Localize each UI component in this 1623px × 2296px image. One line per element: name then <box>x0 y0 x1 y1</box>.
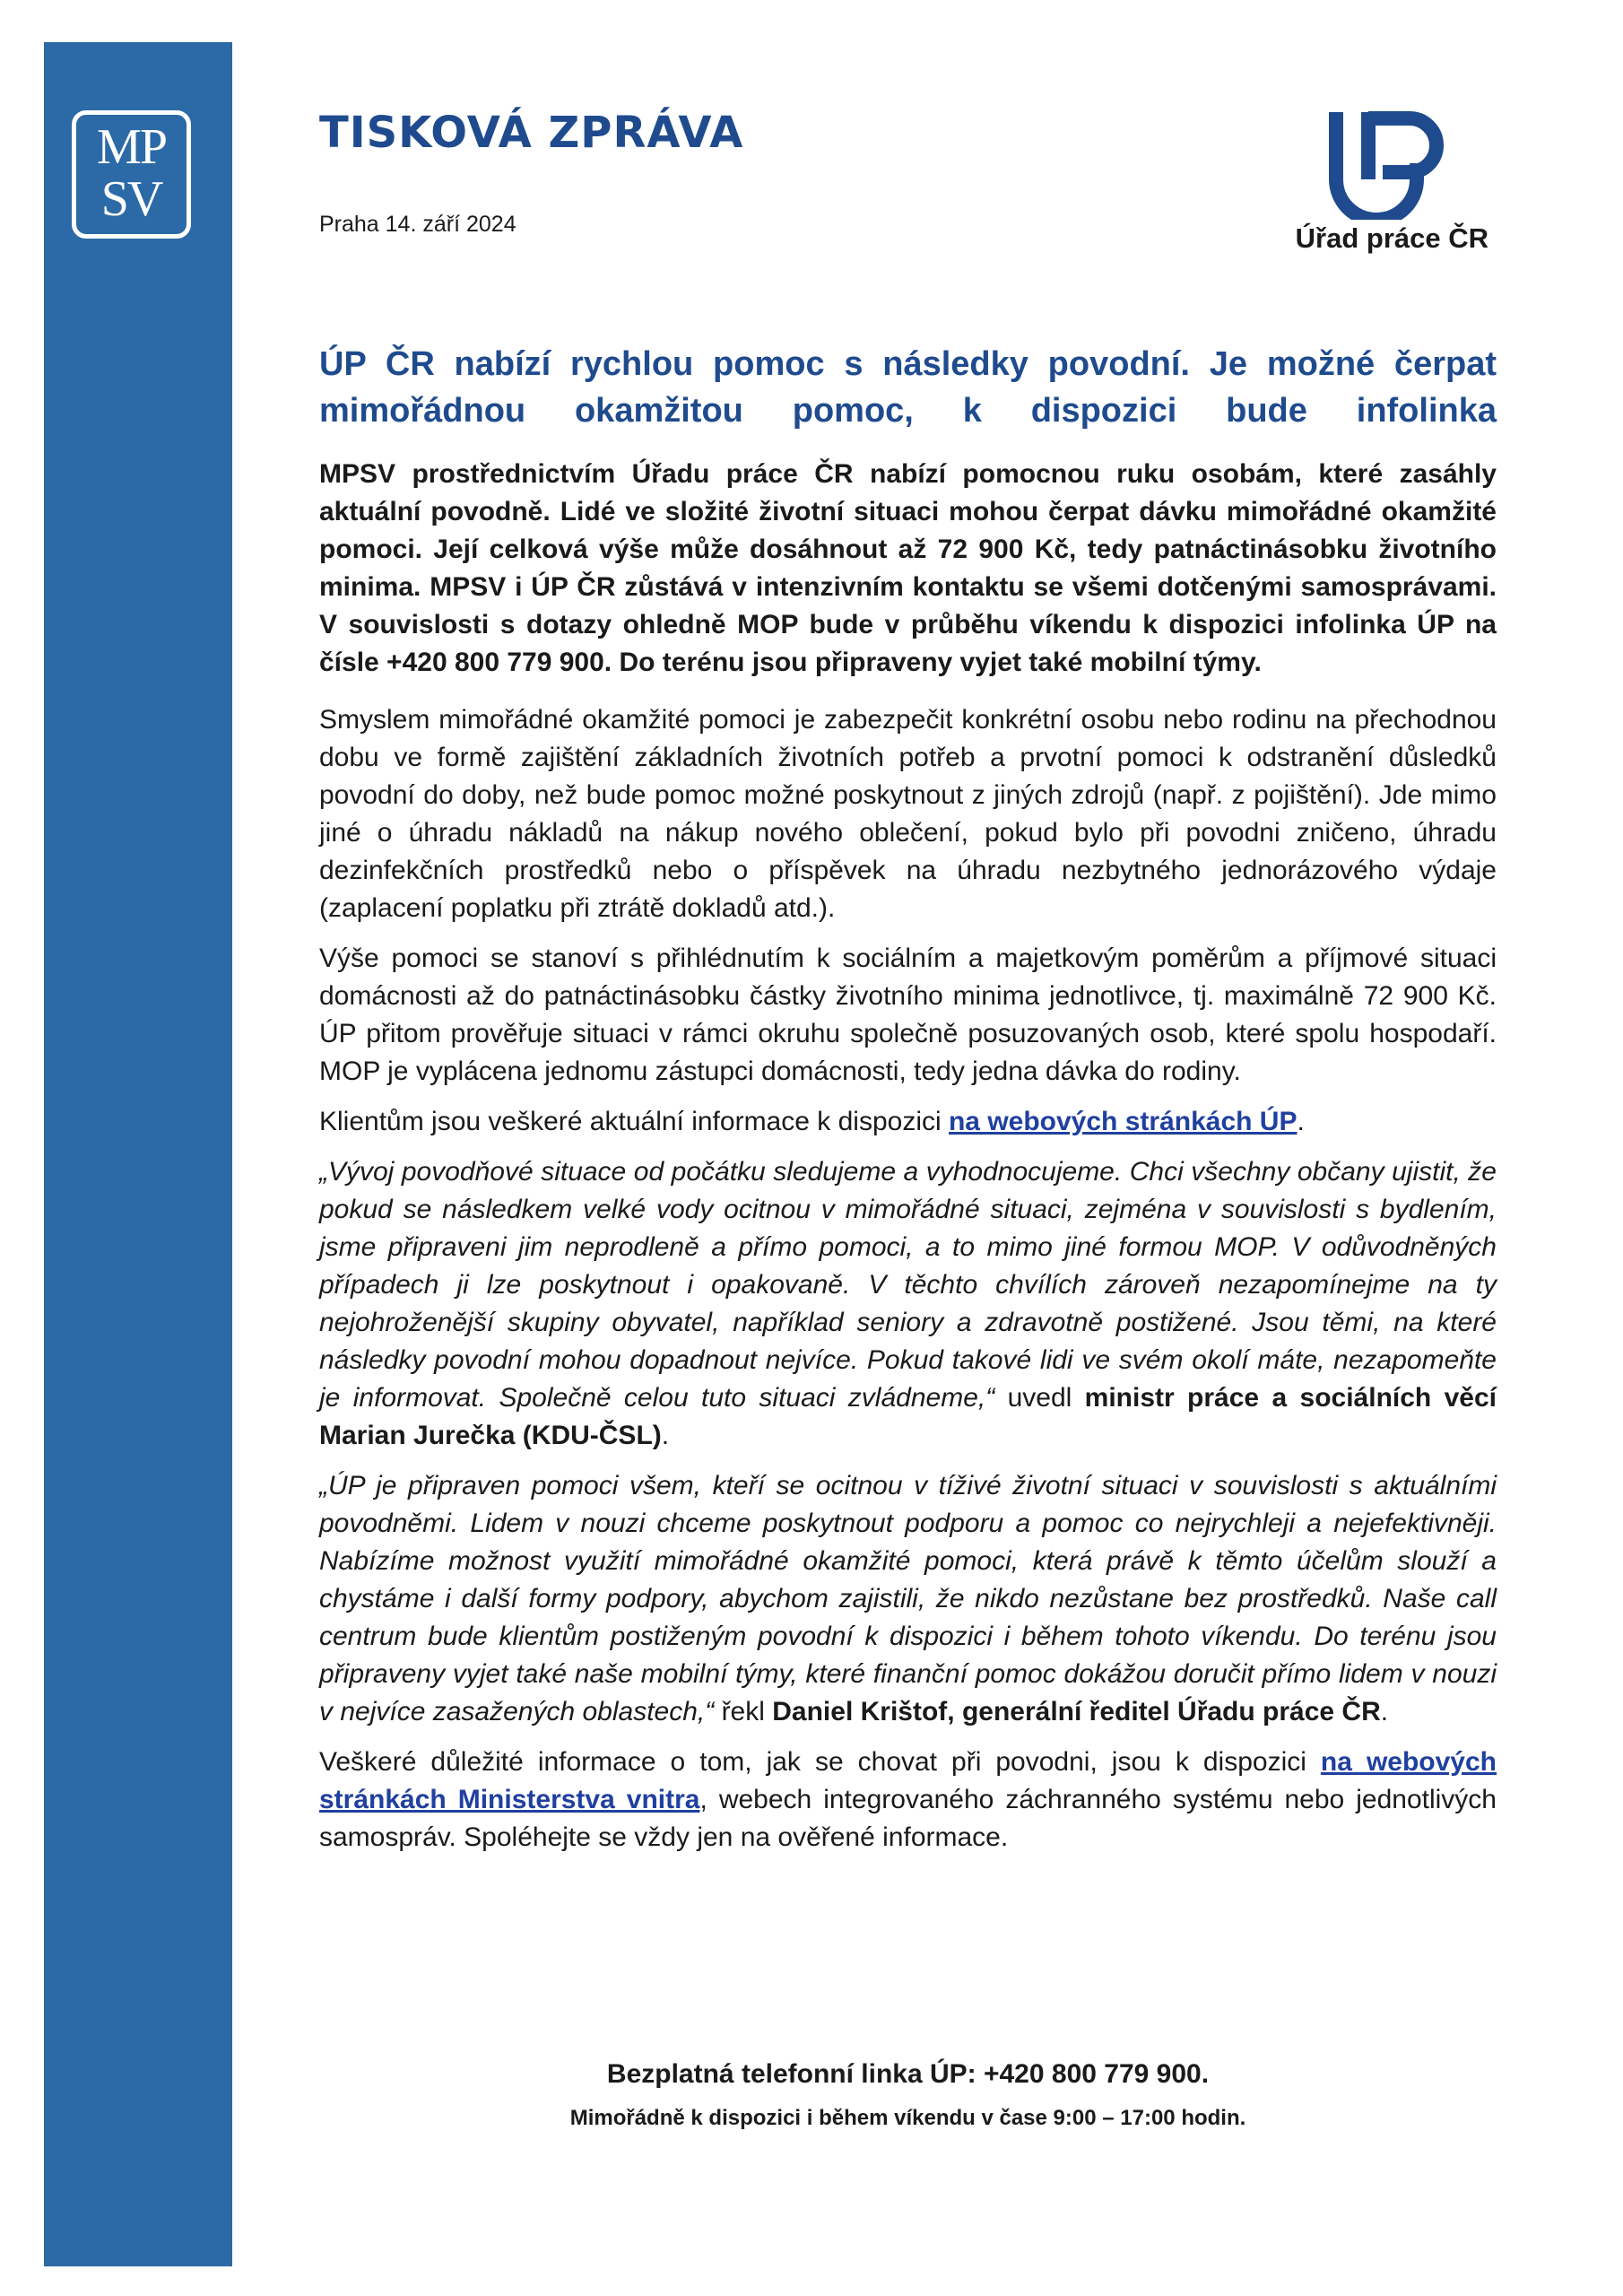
quote-minister <box>319 1153 1497 1455</box>
mpsv-logo-line2: SV <box>100 171 162 227</box>
final-end: , webech integrovaného záchranného systému nebo jednotlivých samospráv. Spoléhejte se vždy jen na ověřené informace. <box>319 1785 1497 1852</box>
quote-text: „Vývoj povodňové situace od počátku sledujeme a vyhodnocujeme. Chci všechny občany ujistit, že pokud se následkem velké vody ocitnou v mimořádné situaci, zejména v souvislosti s bydlením, jsme připraveni jim neprodleně a přímo pomoci, a to mimo jiné formou MOP. V odůvodněných případech ji lze poskytnout i opakovaně. V těchto chvílích zároveň nezapomínejme na ty nejohroženější skupiny obyvatel, například seniory a zdravotně postižené. Jsou těmi, na které následky povodní mohou dopadnout nejvíce. Pokud takové lidi ve svém okolí máte, nezapomeňte je informovat. Společně celou tuto situaci zvládneme,“ <box>319 1157 1497 1413</box>
mpsv-logo-line1: MP <box>97 119 166 175</box>
quote-verb: řekl <box>714 1697 773 1726</box>
sidebar-band <box>44 42 232 2266</box>
quote-end: . <box>1380 1697 1389 1726</box>
up-logo-icon <box>1327 108 1453 220</box>
headline: ÚP ČR nabízí rychlou pomoc s následky povodní. Je možné čerpat mimořádnou okamžitou pomoc, k dispozici bude infolinka <box>319 345 1497 430</box>
info-end: . <box>1297 1107 1305 1136</box>
info-paragraph <box>319 1103 1497 1141</box>
footer <box>319 2059 1497 2131</box>
quote-speaker: ministr práce a sociálních věcí Marian Jurečka (KDU-ČSL) <box>319 1383 1497 1450</box>
quote-speaker: Daniel Krištof, generální ředitel Úřadu práce ČR <box>772 1697 1381 1726</box>
quote-director <box>319 1467 1497 1731</box>
up-website-link[interactable]: na webových stránkách ÚP <box>948 1107 1298 1136</box>
paragraph: Výše pomoci se stanoví s přihlédnutím k sociálním a majetkovým poměrům a příjmové situaci domácnosti až do patnáctinásobku částky životního minima jednotlivce, tj. maximálně 72 900 Kč. ÚP přitom prověřuje situaci v rámci okruhu společně posuzovaných osob, které spolu hospodaří. MOP je vyplácena jednomu zástupci domácnosti, tedy jedna dávka do rodiny. <box>319 944 1497 1086</box>
quote-verb: uvedl <box>994 1383 1085 1413</box>
lead-paragraph: MPSV prostřednictvím Úřadu práce ČR nabízí pomocnou ruku osobám, které zasáhly aktuální povodně. Lidé ve složité životní situaci mohou čerpat dávku mimořádné okamžité pomoci. Její celková výše může dosáhnout až 72 900 Kč, tedy patnáctinásobku životního minima. MPSV i ÚP ČR zůstává v intenzivním kontaktu se všemi dotčenými samosprávami. V souvislosti s dotazy ohledně MOP bude v průběhu víkendu k dispozici infolinka ÚP na čísle +420 800 779 900. Do terénu jsou připraveny vyjet také mobilní týmy. <box>319 459 1497 677</box>
info-text: Klientům jsou veškeré aktuální informace k dispozici <box>319 1107 949 1136</box>
article-body <box>319 456 1497 1869</box>
page-title: TISKOVÁ ZPRÁVA <box>319 108 744 158</box>
mpsv-logo <box>72 110 191 239</box>
final-text: Veškeré důležité informace o tom, jak se chovat při povodni, jsou k dispozici <box>319 1747 1321 1777</box>
final-paragraph <box>319 1744 1497 1857</box>
paragraph: Smyslem mimořádné okamžité pomoci je zabezpečit konkrétní osobu nebo rodinu na přechodnou dobu ve formě zajištění základních životních potřeb a prvotní pomoci k odstranění důsledků povodní do doby, než bude pomoc možné poskytnout z jiných zdrojů (např. z pojištění). Jde mimo jiné o úhradu nákladů na nákup nového oblečení, pokud bylo při povodni zničeno, úhradu dezinfekčních prostředků nebo o příspěvek na úhradu nezbytného jednorázového výdaje (zaplacení poplatku při ztrátě dokladů atd.). <box>319 705 1497 923</box>
quote-text: „ÚP je připraven pomoci všem, kteří se ocitnou v tíživé životní situaci v souvislosti s aktuálními povodněmi. Lidem v nouzi chceme poskytnout podporu a pomoc co nejrychleji a nejefektivněji. Nabízíme možnost využití mimořádné okamžité pomoci, která právě k těmto účelům slouží a chystáme i další formy podpory, abychom zajistili, že nikdo nezůstane bez prostředků. Naše call centrum bude klientům postiženým povodní k dispozici i během tohoto víkendu. Do terénu jsou připraveny vyjet také naše mobilní týmy, které finanční pomoc dokážou doručit přímo lidem v nouzi v nejvíce zasažených oblastech,“ <box>319 1471 1497 1726</box>
up-name: Úřad práce ČR <box>1295 222 1488 254</box>
hotline-hours: Mimořádně k dispozici i během víkendu v čase 9:00 – 17:00 hodin. <box>569 2106 1246 2130</box>
hotline-text: Bezplatná telefonní linka ÚP: +420 800 779 900. <box>606 2059 1210 2089</box>
dateline: Praha 14. září 2024 <box>319 212 516 237</box>
ministry-interior-link[interactable]: na webových stránkách Ministerstva vnitra <box>319 1747 1497 1814</box>
quote-end: . <box>661 1421 670 1450</box>
